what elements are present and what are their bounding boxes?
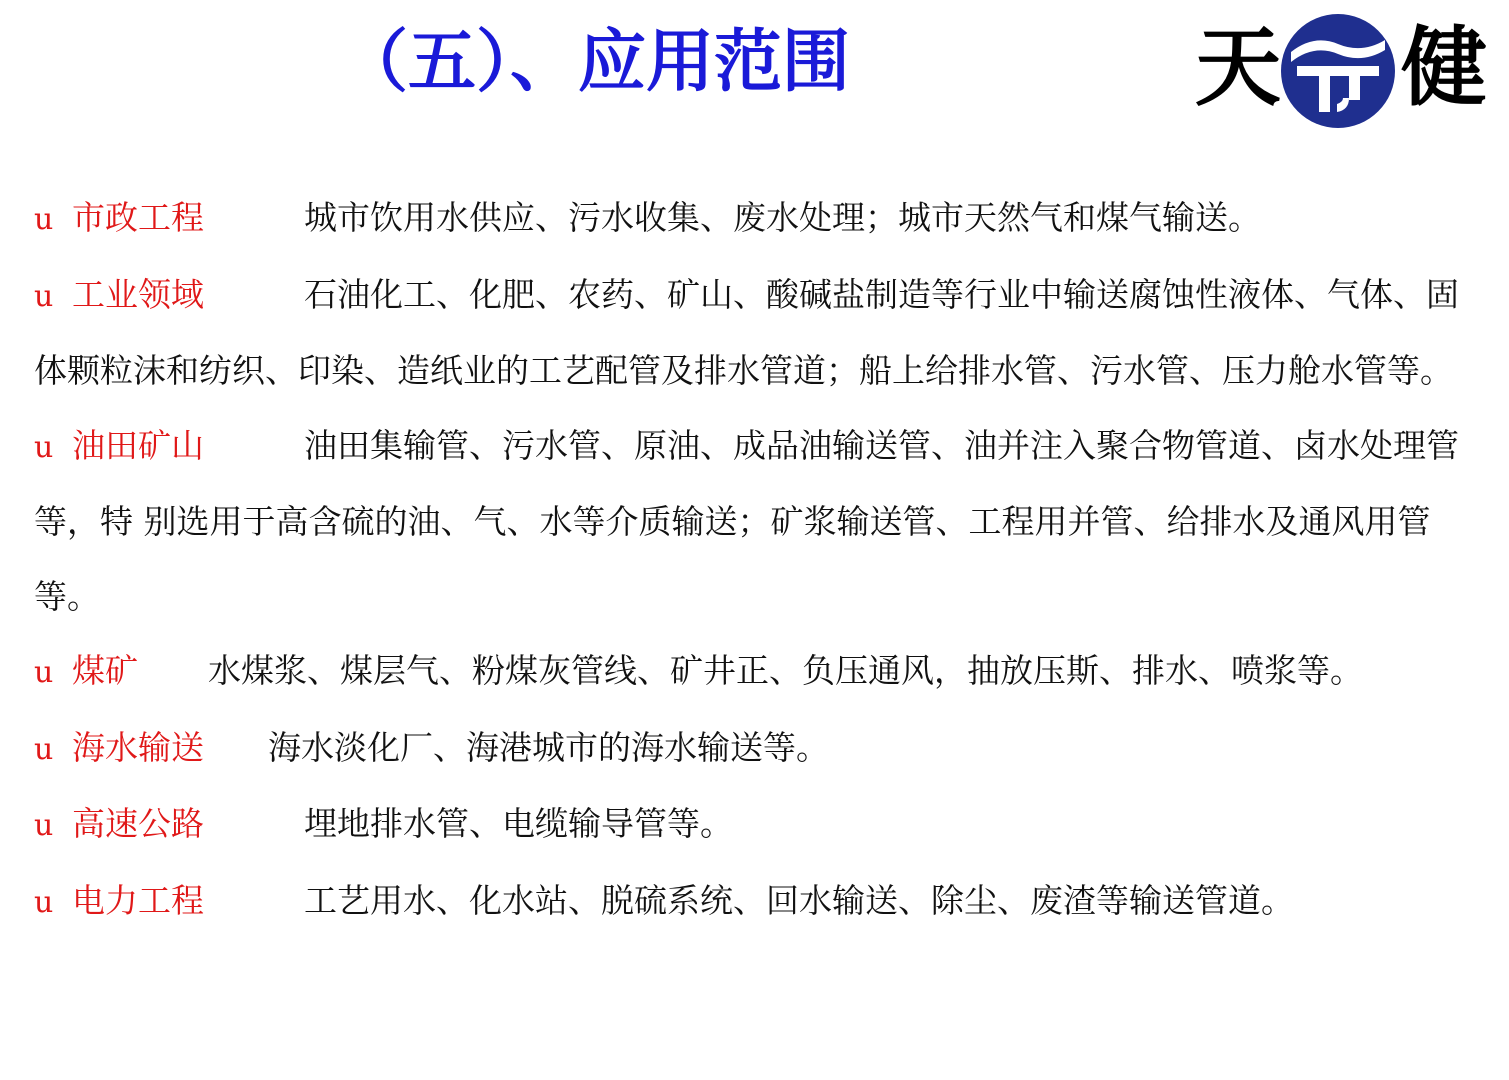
logo-char-tian: 天 xyxy=(1195,17,1281,118)
item-label: 油田矿山 xyxy=(72,425,204,465)
item-label: 高速公路 xyxy=(72,804,204,843)
list-item-oilfield-mining xyxy=(34,409,1484,635)
list-item-coal-mine xyxy=(34,634,1484,711)
item-label: 煤矿 xyxy=(72,651,138,690)
slide-title: （五）、应用范围 xyxy=(340,23,851,102)
bullet-marker: u xyxy=(34,808,54,843)
application-list xyxy=(34,181,1484,940)
logo-char-jian: 健 xyxy=(1401,17,1487,118)
bullet-marker: u xyxy=(34,202,54,237)
item-description: 水煤浆、煤层气、粉煤灰管线、矿井正、负压通风，抽放压斯、排水、喷浆等。 xyxy=(208,651,1363,690)
item-description: 埋地排水管、电缆输导管等。 xyxy=(304,804,733,843)
item-description: 城市饮用水供应、污水收集、废水处理；城市天然气和煤气输送。 xyxy=(304,198,1261,237)
company-logo xyxy=(1195,8,1495,130)
list-item-industrial xyxy=(34,258,1484,409)
item-description: 石油化工、化肥、农药、矿山、酸碱盐制造等行业中输送腐蚀性液体、气体、固体颗粒沫和纺织、印染、造纸业的工艺配管及排水管道；船上给排水管、污水管、压力舱水管等。 xyxy=(34,274,1459,390)
item-label: 市政工程 xyxy=(72,198,204,237)
item-label: 工业领域 xyxy=(72,274,204,314)
list-item-seawater xyxy=(34,711,1484,788)
item-label: 海水输送 xyxy=(72,727,204,767)
list-item-municipal xyxy=(34,181,1484,258)
bullet-marker: u xyxy=(34,429,54,465)
bullet-marker: u xyxy=(34,884,54,920)
wave-circle-emblem-icon xyxy=(1279,12,1397,130)
bullet-marker: u xyxy=(34,655,54,690)
list-item-power xyxy=(34,864,1484,941)
item-description: 海水淡化厂、海港城市的海水输送等。 xyxy=(268,727,829,767)
item-label: 电力工程 xyxy=(72,880,204,920)
bullet-marker: u xyxy=(34,731,54,767)
bullet-marker: u xyxy=(34,278,54,314)
item-description: 工艺用水、化水站、脱硫系统、回水输送、除尘、废渣等输送管道。 xyxy=(304,880,1294,920)
list-item-highway xyxy=(34,787,1484,864)
item-description: 油田集输管、污水管、原油、成品油输送管、油并注入聚合物管道、卤水处理管等，特 别选用于高含硫的油、气、水等介质输送；矿浆输送管、工程用并管、给排水及通风用管等。 xyxy=(34,425,1459,616)
